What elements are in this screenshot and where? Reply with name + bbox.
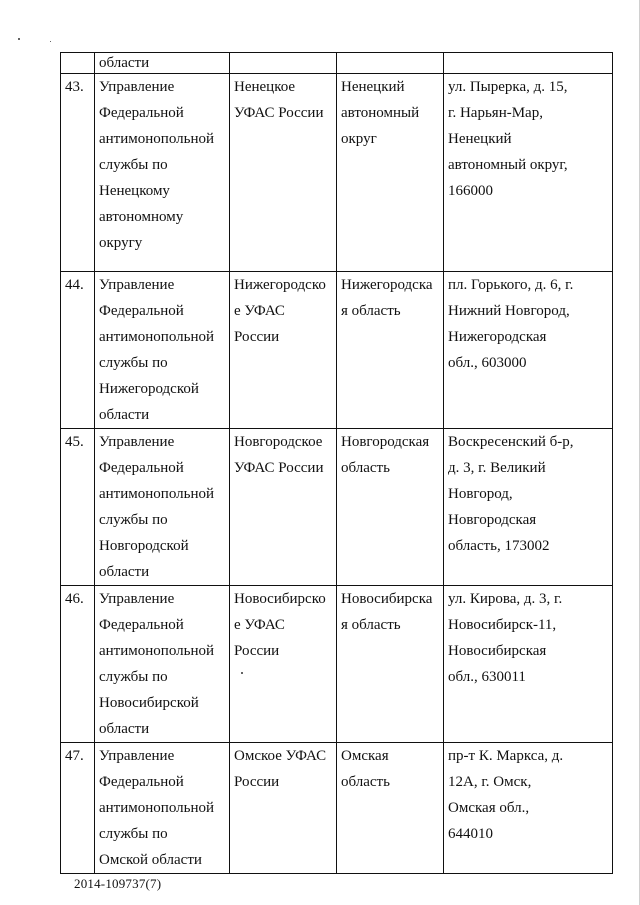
cell-region: Омская область	[337, 743, 444, 874]
cell-number: 47.	[61, 743, 95, 874]
cell-region	[337, 53, 444, 74]
cell-full-name: Управление Федеральной антимонопольной службы по Нижегородской области	[95, 272, 230, 429]
cell-address: Воскресенский б-р, д. 3, г. Великий Новгород, Новгородская область, 173002	[444, 429, 613, 586]
cell-address: пл. Горького, д. 6, г. Нижний Новгород, Нижегородская обл., 603000	[444, 272, 613, 429]
cell-region: Новосибирска я область	[337, 586, 444, 743]
cell-region: Ненецкий автономный округ	[337, 74, 444, 272]
document-code: 2014-109737(7)	[74, 876, 162, 891]
cell-region: Новгородская область	[337, 429, 444, 586]
table-row	[61, 272, 613, 429]
cell-full-name: Управление Федеральной антимонопольной службы по Ненецкому автономному округу	[95, 74, 230, 272]
table-row	[61, 586, 613, 743]
cell-full-name: Управление Федеральной антимонопольной службы по Омской области	[95, 743, 230, 874]
continuation-text: области	[99, 55, 150, 71]
cell-address: ул. Кирова, д. 3, г. Новосибирск-11, Новосибирская обл., 630011	[444, 586, 613, 743]
cell-address: ул. Пырерка, д. 15, г. Нарьян-Мар, Ненецкий автономный округ, 166000	[444, 74, 613, 272]
cell-short-name: Омское УФАС России	[230, 743, 337, 874]
cell-full-name: Управление Федеральной антимонопольной службы по Новгородской области	[95, 429, 230, 586]
cell-full-name: Управление Федеральной антимонопольной службы по Новосибирской области	[95, 586, 230, 743]
cell-number: 45.	[61, 429, 95, 586]
cell-number: 46.	[61, 586, 95, 743]
cell-short-name	[230, 53, 337, 74]
table-row	[61, 429, 613, 586]
cell-short-name: Ненецкое УФАС России	[230, 74, 337, 272]
cell-short-name: Новгородское УФАС России	[230, 429, 337, 586]
table-row	[61, 743, 613, 874]
cell-full-name	[95, 53, 230, 74]
cell-number	[61, 53, 95, 74]
scan-speck	[18, 38, 20, 40]
cell-short-name: Новосибирско е УФАС России	[230, 586, 337, 743]
cell-number: 44.	[61, 272, 95, 429]
cell-address	[444, 53, 613, 74]
cell-short-name: Нижегородско е УФАС России	[230, 272, 337, 429]
cell-address: пр-т К. Маркса, д. 12А, г. Омск, Омская обл., 644010	[444, 743, 613, 874]
table-row	[61, 74, 613, 272]
cell-region: Нижегородска я область	[337, 272, 444, 429]
cell-number: 43.	[61, 74, 95, 272]
scan-speck	[50, 41, 51, 42]
ufas-registry-table	[60, 52, 613, 874]
table-row-continuation	[61, 53, 613, 74]
